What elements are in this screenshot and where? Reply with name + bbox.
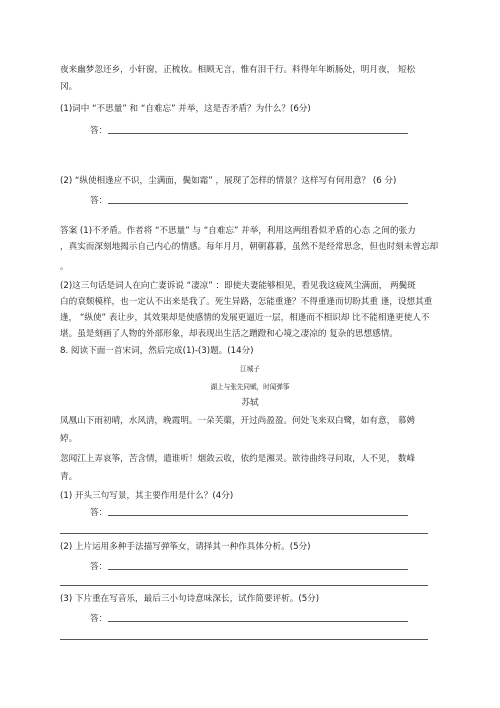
answer-label: 答： <box>90 614 108 624</box>
answer-text: 逢， “纵使” 表让步，其效果却是使感情的发展更逼近一层，相逢而不相识却 比不能相逢更使人不 <box>60 313 430 323</box>
answer-line[interactable] <box>108 133 408 134</box>
subquestion-1-text: (1) 开头三句写景，其主要作用是什么？(4分) <box>60 491 234 501</box>
answer-text: 白的衰颓模样，也一定认不出来是我了。死生异路，怎能重逢？不得重逢而切盼其重 逢，设想其重 <box>60 297 433 307</box>
answer-label: 答： <box>90 196 108 206</box>
answer-line[interactable] <box>108 515 408 516</box>
poem-title: 江城子 <box>240 365 260 373</box>
answer-text: (2)这三句话是词人在向亡妻诉说 “凄凉” ：即使夫妻能够相见，看见我这疲风尘满面， 两鬓斑 <box>60 281 416 291</box>
poem-line: 青。 <box>60 472 78 482</box>
answer-text: 堪。虽是刻画了人物的外部形象，却表现出生活之蹭蹬和心境之凄凉的 复杂的思想感情。 <box>60 329 398 339</box>
answer-line[interactable] <box>60 533 428 534</box>
answer-line[interactable] <box>108 569 408 570</box>
question-2-text: (2) “纵使相逢应不识，尘满面，鬓如霜” ，展现了怎样的情景？这样写有何用意？ (6 分) <box>60 176 397 186</box>
answer-text: ，真实而深刻地揭示自己内心的情感。每年月月，朝朝暮暮，虽然不是经常思念，但也时刻未曾忘却 <box>60 242 439 252</box>
poem-author: 苏轼 <box>241 398 259 408</box>
question-1-text: (1)词中 “不思量” 和 “自难忘” 并举，这是否矛盾？为什么？(6分) <box>60 104 311 114</box>
poem-line: 冈。 <box>60 82 78 92</box>
answer-line[interactable] <box>60 639 428 640</box>
poem-line: 婷。 <box>60 434 78 444</box>
poem-line: 凤凰山下雨初晴，水风清，晚霞明。一朵芙蕖，开过尚盈盈。何处飞来双白鹭，如有意， 慕娉 <box>60 416 416 426</box>
answer-line[interactable] <box>60 585 428 586</box>
poem-line: 夜来幽梦忽还乡，小轩窗，正梳妆。相顾无言，惟有泪千行。料得年年断肠处，明月夜， 短松 <box>60 65 416 75</box>
answer-label: 答： <box>90 508 108 518</box>
answer-text: 。 <box>60 262 69 272</box>
poem-line: 忽闻江上弄哀筝，苦含情，遣谁听！烟敛云收，依约是湘灵。欲待曲终寻问取，人不见， 数峰 <box>60 454 416 464</box>
answer-text: 答案 (1)不矛盾。作者将 “不思量” 与 “自难忘” 并举，利用这两组看似矛盾的心态 之间的张力 <box>60 226 416 236</box>
question-8-text: 8. 阅读下面一首宋词，然后完成(1)-(3)题。(14分) <box>60 346 254 356</box>
poem-subtitle: 湖上与张先同赋，时闻弹筝 <box>210 383 290 391</box>
answer-line[interactable] <box>108 203 408 204</box>
subquestion-2-text: (2) 上片运用多种手法描写弹筝女，请择其一种作具体分析。(5分) <box>60 542 311 552</box>
subquestion-3-text: (3) 下片重在写音乐，最后三小句诗意味深长，试作简要评析。(5分) <box>60 594 320 604</box>
answer-label: 答： <box>90 562 108 572</box>
answer-label: 答： <box>90 126 108 136</box>
answer-line[interactable] <box>108 621 408 622</box>
